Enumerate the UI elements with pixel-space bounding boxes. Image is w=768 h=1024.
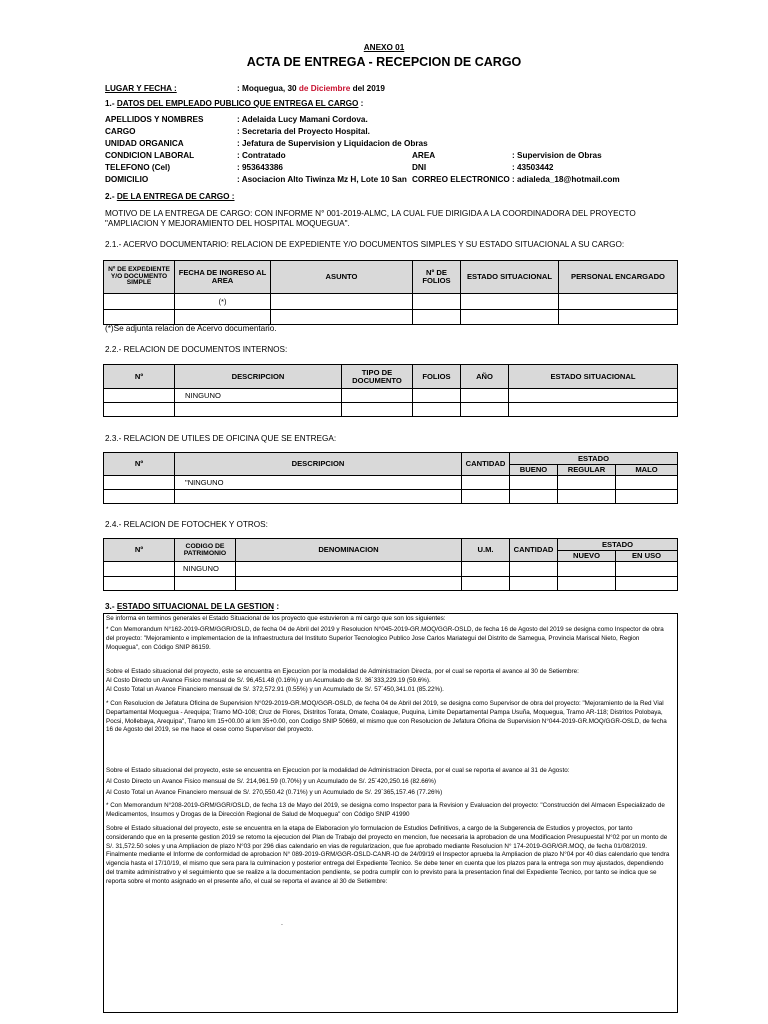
table-cell (509, 403, 678, 417)
table-cell (342, 389, 413, 403)
value-area: : Supervision de Obras (512, 151, 602, 160)
section21-title: 2.1.- ACERVO DOCUMENTARIO: RELACION DE EXPEDIENTE Y/O DOCUMENTOS SIMPLES Y SU ESTADO SITUACIONAL A SU CARGO: (105, 240, 625, 249)
motivo-text: MOTIVO DE LA ENTREGA DE CARGO: CON INFORME N° 001-2019-ALMC, LA CUAL FUE DIRIGIDA A LA COORDINADORA DEL PROYECTO "AMPLIACION Y MEJORAMIENTO DEL HOSPITAL MOQUEGUA". (105, 209, 636, 228)
fotochek-header-en-uso: EN USO (616, 551, 678, 562)
table-cell (104, 476, 175, 490)
table-cell (104, 562, 175, 577)
label-domicilio: DOMICILIO (105, 175, 149, 184)
section1-colon: : (358, 99, 364, 108)
table-cell (271, 310, 413, 325)
table-row (104, 562, 678, 577)
table-row (104, 476, 678, 490)
table-cell (510, 562, 558, 577)
table-cell (559, 294, 678, 310)
table-row (104, 403, 678, 417)
documentos-header-numero: Nº (104, 365, 175, 389)
table-cell (413, 294, 461, 310)
table-cell (616, 476, 678, 490)
label-apellidos: APELLIDOS Y NOMBRES (105, 115, 204, 124)
place-date-month: de Diciembre (298, 84, 351, 93)
value-cargo: : Secretaria del Proyecto Hospital. (237, 127, 370, 136)
table-cell (104, 389, 175, 403)
paragraph: Al Costo Total un Avance Financiero mensual de S/. 270,550.42 (0.71%) y un Acumulado de S/. 29´365,157.46 (77.26%) (106, 788, 443, 796)
acervo-header-asunto: ASUNTO (271, 261, 413, 294)
utiles-header-bueno: BUENO (510, 465, 558, 476)
table-cell (175, 577, 236, 591)
table-cell (104, 577, 175, 591)
table-cell (462, 562, 510, 577)
paragraph: Se informa en terminos generales el Estado Situacional de los proyecto que estuvieron a mi cargo que son los siguientes: (106, 615, 446, 622)
table-cell: (*) (175, 294, 271, 310)
table-cell (413, 389, 461, 403)
utiles-header-regular: REGULAR (558, 465, 616, 476)
table-cell: NINGUNO (175, 562, 236, 577)
table-cell (462, 490, 510, 504)
table-cell (461, 403, 509, 417)
section23-title: 2.3.- RELACION DE UTILES DE OFICINA QUE SE ENTREGA: (105, 434, 337, 443)
table-cell (175, 403, 342, 417)
fotochek-header-cantidad: CANTIDAD (510, 539, 558, 562)
table-cell (236, 577, 462, 591)
utiles-header-malo: MALO (616, 465, 678, 476)
table-cell (461, 310, 559, 325)
table-row (104, 310, 678, 325)
table-cell (104, 294, 175, 310)
paragraph: * Con Memorandum N°162-2019-GRM/GGR/OSLD, de fecha 04 de Abril del 2019 y Resolucion N°045-2019-GR.MOQ/GGR-OSLD, de fecha 16 de Agosto del 2019 se designa como Inspector de obra del proyecto: "Mejoramiento e implementacion de la Infraestructura del Instituto Superior Tecnologico Publico Jose Carlos Mariategui del Distrito de Samegua, Provincia Mariscal Nieto, Region Moquegua", con Código SNIP 86159. (106, 626, 664, 651)
label-correo: CORREO ELECTRONICO (412, 175, 510, 184)
section2-title: DE LA ENTREGA DE CARGO : (116, 192, 235, 201)
section3-intro (106, 615, 672, 624)
table-cell (236, 562, 462, 577)
section22-title: 2.2.- RELACION DE DOCUMENTOS INTERNOS: (105, 345, 288, 354)
paragraph: Al Costo Directo un Avance Fisico mensual de S/. 214,961.59 (0.70%) y un Acumulado de S/. 25´420,250.16 (82.66%) (106, 777, 436, 785)
acervo-table (103, 260, 678, 325)
acervo-header-folios: Nº DE FOLIOS (413, 261, 461, 294)
acervo-header-fecha: FECHA DE INGRESO AL AREA (175, 261, 271, 294)
table-cell (175, 310, 271, 325)
utiles-header-descripcion: DESCRIPCION (175, 453, 462, 476)
place-date-label: LUGAR Y FECHA : (105, 84, 177, 93)
documentos-header-descripcion: DESCRIPCION (175, 365, 342, 389)
documentos-header-folios: FOLIOS (413, 365, 461, 389)
section3-number: 3.- (105, 602, 115, 611)
acervo-header-estado: ESTADO SITUACIONAL (461, 261, 559, 294)
table-cell (558, 476, 616, 490)
label-unidad: UNIDAD ORGANICA (105, 139, 184, 148)
table-cell (510, 490, 558, 504)
documentos-header-anio: AÑO (461, 365, 509, 389)
place-date-pre: : Moquegua, 30 (237, 84, 299, 93)
table-cell (104, 490, 175, 504)
value-dni: : 43503442 (512, 163, 554, 172)
section3-status-instituto (106, 668, 672, 694)
section3-colon: : (274, 602, 280, 611)
table-cell (175, 490, 462, 504)
place-date-post: del 2019 (350, 84, 385, 93)
paragraph: Al Costo Total un Avance Financiero mensual de S/. 372,572.91 (0.55%) y un Acumulado de S/. 57´450,341.01 (85.22%). (106, 685, 444, 693)
table-cell (461, 294, 559, 310)
acervo-note: (*)Se adjunta relacion de Acervo documentario. (105, 324, 277, 333)
table-cell (413, 403, 461, 417)
value-telefono: : 953643386 (237, 163, 283, 172)
table-cell (616, 577, 678, 591)
documentos-header-tipo: TIPO DE DOCUMENTO (342, 365, 413, 389)
acervo-header-expediente: Nº DE EXPEDIENTE Y/O DOCUMENTO SIMPLE (104, 261, 175, 294)
label-cargo: CARGO (105, 127, 136, 136)
section1-number: 1.- (105, 99, 115, 108)
page-title: ACTA DE ENTREGA - RECEPCION DE CARGO (246, 55, 522, 69)
table-cell (462, 577, 510, 591)
table-row (104, 577, 678, 591)
table-cell (104, 403, 175, 417)
fotochek-header-denominacion: DENOMINACION (236, 539, 462, 562)
table-cell (558, 490, 616, 504)
section3-item-instituto (106, 626, 672, 652)
section3-heading (105, 602, 279, 611)
table-cell (510, 577, 558, 591)
section3-status-almacen (106, 825, 672, 887)
paragraph: Sobre el Estado situacional del proyecto, este se encuentra en Ejecucion por la modalidad de Administracion Directa, por el cual se reporta el avance al 31 de Agosto: (106, 767, 570, 774)
section2-number: 2.- (105, 192, 115, 201)
fotochek-header-estado: ESTADO (558, 539, 678, 551)
paragraph: Al Costo Directo un Avance Fisico mensual de S/. 96,451.48 (0.16%) y un Acumulado de S/. 36´333,229.19 (59.6%). (106, 676, 431, 684)
table-cell (462, 476, 510, 490)
table-cell (342, 403, 413, 417)
label-area: AREA (412, 151, 436, 160)
utiles-header-cantidad: CANTIDAD (462, 453, 510, 476)
utiles-header-numero: Nº (104, 453, 175, 476)
section3-status-red-vial (106, 767, 672, 797)
fotochek-table (103, 538, 678, 591)
section1-heading (105, 99, 363, 108)
label-dni: DNI (412, 163, 427, 172)
section24-title: 2.4.- RELACION DE FOTOCHEK Y OTROS: (105, 520, 268, 529)
value-apellidos: : Adelaida Lucy Mamani Cordova. (237, 115, 368, 124)
value-condicion: : Contratado (237, 151, 286, 160)
section3-dot: . (281, 920, 283, 927)
fotochek-header-codigo: CODIGO DE PATRIMONIO (175, 539, 236, 562)
annex-label: ANEXO 01 (363, 43, 405, 52)
fotochek-header-nuevo: NUEVO (558, 551, 616, 562)
label-telefono: TELEFONO (Cel) (105, 163, 171, 172)
paragraph: Sobre el Estado situacional del proyecto, este se encuentra en Ejecucion por la modalidad de Administracion Directa, por el cual se reporta el avance al 30 de Setiembre: (106, 668, 579, 675)
fotochek-header-um: U.M. (462, 539, 510, 562)
section3-item-red-vial (106, 700, 672, 735)
documentos-header-estado: ESTADO SITUACIONAL (509, 365, 678, 389)
table-cell (558, 577, 616, 591)
table-cell (616, 562, 678, 577)
section2-heading (105, 192, 235, 201)
table-cell (509, 389, 678, 403)
table-row (104, 490, 678, 504)
value-unidad: : Jefatura de Supervision y Liquidacion de Obras (237, 139, 428, 148)
table-cell (271, 294, 413, 310)
label-condicion: CONDICION LABORAL (105, 151, 195, 160)
table-cell (559, 310, 678, 325)
value-correo: : adialeda_18@hotmail.com (512, 175, 620, 184)
table-cell (616, 490, 678, 504)
utiles-table (103, 452, 678, 504)
table-cell (461, 389, 509, 403)
table-cell: "NINGUNO (175, 476, 462, 490)
section3-title: ESTADO SITUACIONAL DE LA GESTION (116, 602, 275, 611)
table-cell: NINGUNO (175, 389, 342, 403)
section1-title: DATOS DEL EMPLEADO PUBLICO QUE ENTREGA EL CARGO (116, 99, 359, 108)
paragraph: Sobre el Estado situacional del proyecto, este se encuentra en la etapa de Elaboracion y/o formulacion de Estudios Definitivos, a cargo de la Subgerencia de Estudios y proyectos, por tanto considerando que en la presente gestion 2019 se retomo la ejecucion del Plan de Trabajo del proyecto en mencion, fue necesaria la aprobacion de una Modificacion Presupuestal N°02 por un monto de S/. 31,572.50 soles y una Ampliacion de plazo N°03 por 296 dias calendario en vias de regularizacion, que fue aprobado mediante Resolucion N° 174-2019-GGR/GR.MOQ, de fecha 01/08/2019. Finalmente mediante el Informe de conformidad de aprobacion N° 089-2019-GRM/GGR-OSLD-CANR-IO de 24/09/19 el Inspector aprueba la Ampliacion de plazo N°04 por 40 dias calendario que tendra vigencia hasta el 17/10/19, el mismo que sera para la culminacion y posterior entrega del Expediente Tecnico. Se debe tener en cuenta que los plazos para la entrega son muy ajustados, dependiendo del tramite administrativo y el seguimiento que se realize a la documentacion pendiente, se podra cumplir con lo previsto para la presentacion final del Expediente Tecnico, por tanto se indica que se reporta sobre el monto asignado en el presente año, el cual se reporta el avance al 30 de Setiembre: (106, 825, 670, 885)
table-row (104, 294, 678, 310)
utiles-header-estado: ESTADO (510, 453, 678, 465)
paragraph: * Con Memorandum N°208-2019-GRM/GGR/OSLD, de fecha 13 de Mayo del 2019, se designa como Inspector para la Revision y Evaluacion del proyecto: "Construcción del Almacen Especializado de Medicamentos, Insumos y Drogas de la Dirección Regional de Salud de Moquegua" con Código SNIP 41990 (106, 802, 665, 818)
section3-item-almacen (106, 802, 672, 820)
table-cell (104, 310, 175, 325)
fotochek-header-numero: Nº (104, 539, 175, 562)
place-date-value (237, 84, 385, 93)
table-cell (510, 476, 558, 490)
table-cell (558, 562, 616, 577)
paragraph: * Con Resolucion de Jefatura Oficina de Supervision N°029-2019-GR.MOQ/GGR-OSLD, de fecha 04 de Abril del 2019, se designa como Supervisor de obra del proyecto: "Mejoramiento de la Red Vial Departamental Moquegua - Arequipa; Tramo MO-108; Cruz de Flores, Distritos Torata, Omate, Coalaque, Puquina, Limite Departamental Pampa Usuña, Moquegua, Tramo AR-118; Distritos Polobaya, Pocsi, Mollebaya, Arequipa", Tramo km 15+00.00 al km 35+0.00, con Codigo SNIP 50669, el mismo que con Resolucion de Jefatura Oficina de Supervision N°044-2019-GR.MOQ/GGR-OSLD, de fecha 16 de Agosto del 2019, se me hace el cese como Supervisor del proyecto. (106, 700, 667, 734)
table-row (104, 389, 678, 403)
documentos-table (103, 364, 678, 417)
acervo-header-personal: PERSONAL ENCARGADO (559, 261, 678, 294)
value-domicilio: : Asociacion Alto Tiwinza Mz H, Lote 10 San (237, 175, 407, 184)
table-cell (413, 310, 461, 325)
